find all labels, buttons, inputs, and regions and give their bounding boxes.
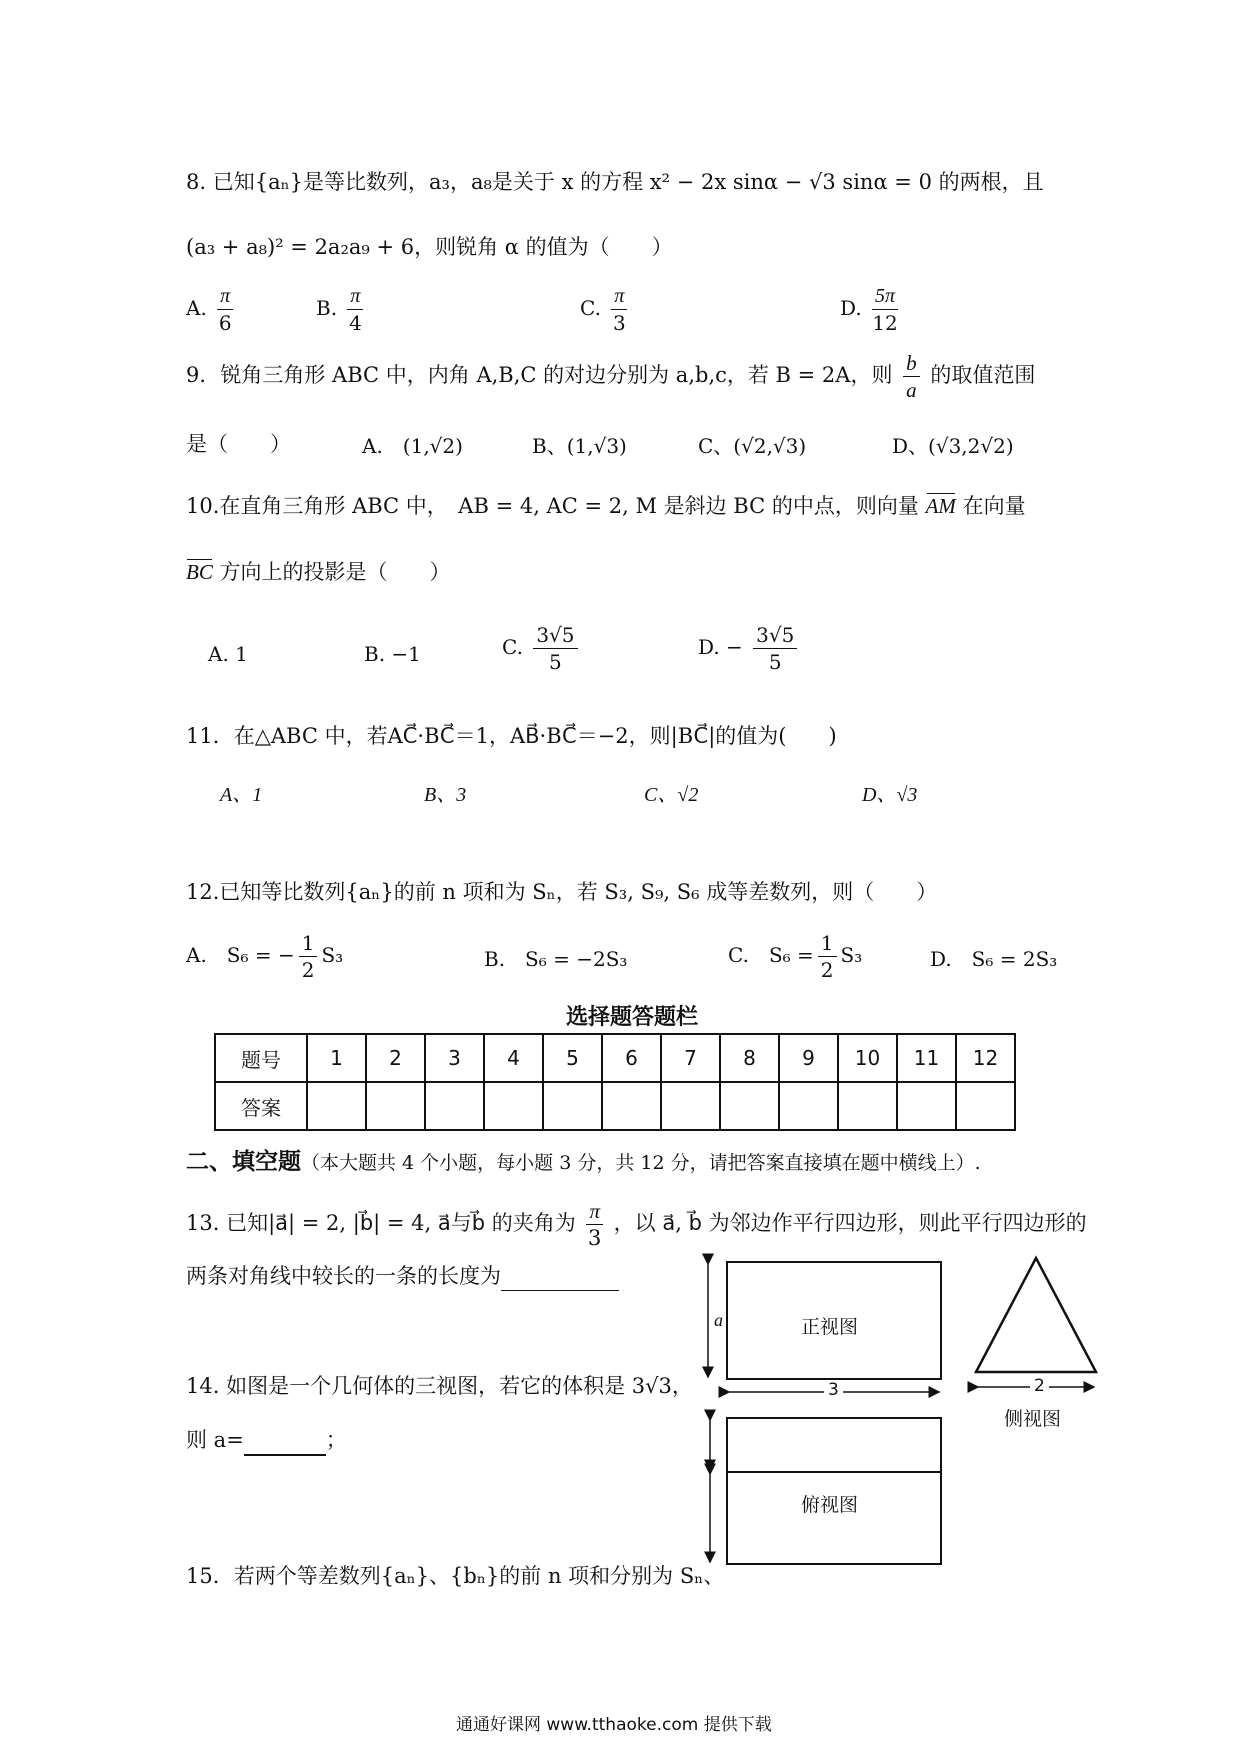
question-number-cell: 10 (838, 1034, 897, 1082)
front-view-label: 正视图 (801, 1316, 859, 1338)
q9-stem-end: 的取值范围 (930, 363, 1036, 387)
fraction-numerator: π (611, 283, 627, 310)
q11-option-a: A、1 (220, 784, 263, 806)
fraction-numerator: 3√5 (533, 622, 577, 649)
option-value: −1 (391, 642, 421, 666)
fraction-denominator: 5 (768, 650, 782, 674)
q10-stem-tail: 方向上的投影是（ ） (219, 560, 451, 584)
q13-stem: 13. 已知|a⃗| = 2, |b⃗| = 4, a⃗与b⃗ 的夹角为 (186, 1211, 576, 1235)
answer-cell[interactable] (307, 1082, 366, 1130)
q8-option-d (840, 283, 902, 336)
q13-line2 (186, 1262, 619, 1291)
question-number-cell: 6 (602, 1034, 661, 1082)
option-label: B. (364, 642, 386, 666)
vector-bc: BC (186, 560, 213, 584)
q12-line: 12.已知等比数列{aₙ}的前 n 项和为 Sₙ，若 S₃, S₉, S₆ 成等差数列，则（ ） (186, 880, 938, 904)
option-tail: S₃ (840, 943, 863, 967)
answer-cell[interactable] (897, 1082, 956, 1130)
question-number-cell: 1 (307, 1034, 366, 1082)
fraction-numerator: 5π (872, 283, 898, 310)
q10-option-d (698, 622, 801, 675)
option-label: C. (502, 635, 523, 659)
fraction-denominator: 2 (301, 958, 315, 982)
fraction-numerator: 3√5 (753, 622, 797, 649)
question-number-cell: 4 (484, 1034, 543, 1082)
q9-option-d: D、(√3,2√2) (892, 434, 1014, 458)
answer-cell[interactable] (602, 1082, 661, 1130)
q13-stem-line2: 两条对角线中较长的一条的长度为 (186, 1264, 501, 1288)
q11-line: 11．在△ABC 中，若AC⃗·BC⃗＝1，AB⃗·BC⃗＝−2，则|BC⃗|的值为( ) (186, 724, 837, 748)
question-number-cell: 7 (661, 1034, 720, 1082)
option-label: A. (186, 296, 207, 320)
question-number-cell: 11 (897, 1034, 956, 1082)
q11-option-c: C、√2 (644, 784, 699, 806)
fraction-numerator: π (586, 1198, 603, 1225)
answer-table-title: 选择题答题栏 (566, 1005, 699, 1030)
q11-option-b: B、3 (424, 784, 467, 806)
q12-option-d: D. S₆ = 2S₃ (930, 947, 1058, 971)
answer-cell[interactable] (543, 1082, 602, 1130)
q10-stem: 10.在直角三角形 ABC 中， AB = 4, AC = 2, M 是斜边 BC 的中点，则向量 (186, 494, 919, 518)
fraction-numerator: 1 (299, 930, 318, 957)
footer-text: 通通好课网 www.tthaoke.com 提供下载 (456, 1715, 772, 1735)
fraction-denominator: 4 (349, 311, 362, 335)
q10-line2 (186, 558, 451, 586)
option-text: A. S₆ = − (186, 943, 295, 967)
option-tail: S₃ (321, 943, 344, 967)
q14-answer-blank[interactable] (244, 1426, 326, 1456)
option-sign: − (726, 635, 743, 659)
q10-line1 (186, 492, 1026, 520)
side-view-label: 侧视图 (1004, 1408, 1062, 1430)
option-label: D. (698, 635, 720, 659)
dim-a-label: a (714, 1310, 723, 1330)
answer-cell[interactable] (838, 1082, 897, 1130)
q14-stem-line2: 则 a= (186, 1428, 244, 1452)
q8-option-c (580, 283, 631, 336)
fraction-numerator: 1 (818, 930, 837, 957)
q9-option-c: C、(√2,√3) (698, 434, 807, 458)
fraction-denominator: 3 (612, 311, 626, 335)
q15-line: 15．若两个等差数列{aₙ}、{bₙ}的前 n 项和分别为 Sₙ、 (186, 1564, 725, 1588)
question-number-cell: 2 (366, 1034, 425, 1082)
q12-option-c (728, 930, 862, 983)
answer-table (214, 1033, 1016, 1131)
q9-line2: 是（ ） (186, 432, 291, 456)
question-number-cell: 3 (425, 1034, 484, 1082)
section2-title: 二、填空题 (186, 1148, 301, 1175)
fraction-numerator: π (347, 283, 363, 310)
fraction-denominator: 3 (588, 1226, 602, 1250)
question-number-cell: 8 (720, 1034, 779, 1082)
q8-line2: (a₃ + a₈)² = 2a₂a₉ + 6，则锐角 α 的值为（ ） (186, 235, 673, 259)
q8-line1: 8. 已知{aₙ}是等比数列，a₃，a₈是关于 x 的方程 x² − 2x sinα − √3 sinα = 0 的两根，且 (186, 170, 1044, 194)
q8-option-b (316, 283, 367, 336)
answer-cell[interactable] (366, 1082, 425, 1130)
fraction-denominator: 12 (872, 311, 898, 335)
top-view-label: 俯视图 (801, 1494, 859, 1516)
answer-cell[interactable] (720, 1082, 779, 1130)
fraction-numerator: b (903, 350, 920, 377)
fraction-numerator: π (217, 283, 233, 310)
q8-option-a (186, 283, 237, 336)
q10-stem-end: 在向量 (962, 494, 1026, 518)
section2-heading (186, 1148, 981, 1177)
fraction-denominator: 5 (549, 650, 562, 674)
option-text: C. S₆ = (728, 943, 814, 967)
option-label: C. (580, 296, 601, 320)
q10-option-c (502, 622, 582, 675)
q14-line2 (186, 1426, 347, 1456)
q14-semicolon: ； (325, 1428, 347, 1452)
vector-am: AM (925, 494, 956, 518)
q11-option-d: D、√3 (862, 784, 918, 806)
option-value: 1 (235, 642, 248, 666)
question-number-cell: 9 (779, 1034, 838, 1082)
option-label: B. (316, 296, 338, 320)
q12-option-a (186, 930, 343, 983)
side-view (976, 1258, 1096, 1387)
q14-line1: 14. 如图是一个几何体的三视图，若它的体积是 3√3， (186, 1374, 693, 1398)
option-label: D. (840, 296, 862, 320)
option-label: A. (208, 642, 229, 666)
answer-cell[interactable] (425, 1082, 484, 1130)
section2-note: （本大题共 4 个小题，每小题 3 分，共 12 分，请把答案直接填在题中横线上）. (301, 1152, 981, 1174)
question-number-cell: 5 (543, 1034, 602, 1082)
fraction-denominator: 2 (820, 958, 834, 982)
answer-cell[interactable] (661, 1082, 720, 1130)
fraction-denominator: a (906, 378, 917, 402)
answer-cell[interactable] (956, 1082, 1015, 1130)
dim-2-label: 2 (1030, 1376, 1049, 1396)
q12-option-b: B. S₆ = −2S₃ (484, 947, 628, 971)
q9-line1 (186, 350, 1035, 403)
answer-cell[interactable] (484, 1082, 543, 1130)
answer-table-row-numbers (215, 1034, 1015, 1082)
q13-stem-end: ，以 a⃗, b⃗ 为邻边作平行四边形，则此平行四边形的 (613, 1211, 1087, 1235)
q10-option-a (208, 642, 248, 666)
q9-option-a: A. (1,√2) (362, 434, 463, 458)
answer-table-row-answers (215, 1082, 1015, 1130)
q13-line1 (186, 1198, 1087, 1251)
q10-option-b (364, 642, 421, 666)
question-number-cell: 12 (956, 1034, 1015, 1082)
q9-option-b: B、(1,√3) (532, 434, 627, 458)
q9-stem: 9．锐角三角形 ABC 中，内角 A,B,C 的对边分别为 a,b,c，若 B = 2A，则 (186, 363, 893, 387)
dim-3-label: 3 (824, 1380, 843, 1400)
row-header-number: 题号 (215, 1034, 307, 1082)
row-header-answer: 答案 (215, 1082, 307, 1130)
answer-cell[interactable] (779, 1082, 838, 1130)
q13-answer-blank[interactable] (501, 1262, 619, 1291)
fraction-denominator: 6 (218, 311, 232, 335)
